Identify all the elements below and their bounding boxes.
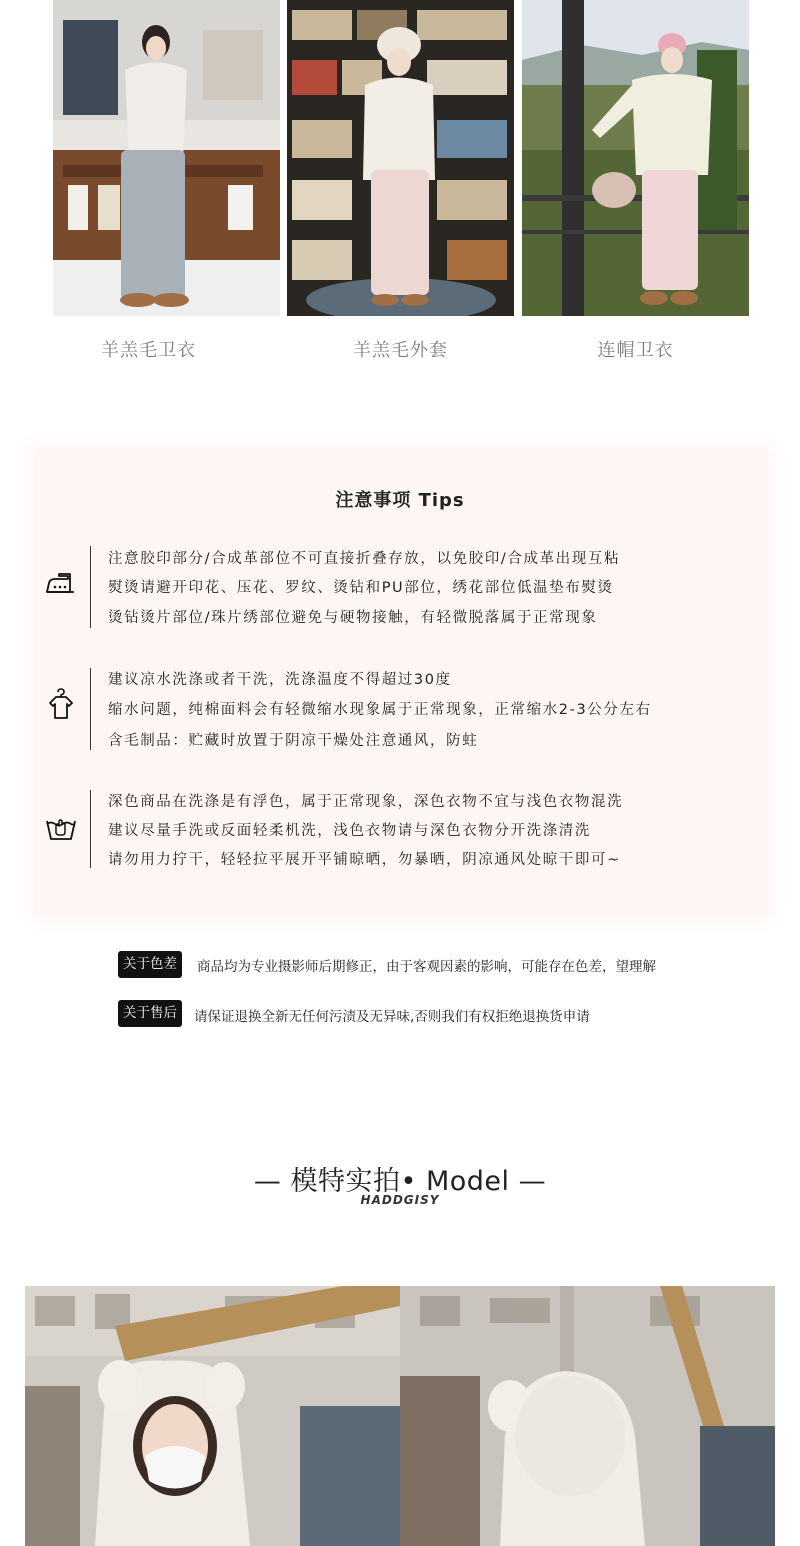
product-photo-2 (287, 0, 514, 316)
product-caption-2: 羊羔毛外套 (353, 340, 448, 361)
product-photo-3 (522, 0, 749, 316)
tip-1-line-1: 注意胶印部分/合成革部位不可直接折叠存放，以免胶印/合成革出现互粘 (108, 551, 621, 567)
iron-icon (44, 566, 78, 600)
tip-3-line-1: 深色商品在洗涤是有浮色，属于正常现象，深色衣物不宜与浅色衣物混洗 (108, 794, 624, 810)
product-caption-3: 连帽卫衣 (597, 340, 674, 361)
tip-1-line-2: 熨烫请避开印花、压花、罗纹、烫钻和PU部位，绣花部位低温垫布熨烫 (108, 580, 614, 596)
tip-3-line-3: 请勿用力拧干，轻轻拉平展开平铺晾晒，勿暴晒，阴凉通风处晾干即可~ (108, 852, 621, 868)
hanging-shirt-icon (44, 687, 78, 721)
model-section-subtitle: HADDGISY (360, 1193, 440, 1207)
tip-2-line-3: 含毛制品：贮藏时放置于阴凉干燥处注意通风，防蛀 (108, 733, 479, 749)
color-difference-badge: 关于色差 (118, 951, 182, 978)
tip-1-line-3: 烫钻烫片部位/珠片绣部位避免与硬物接触，有轻微脱落属于正常现象 (108, 610, 598, 626)
tip-2-line-1: 建议凉水洗涤或者干洗，洗涤温度不得超过30度 (108, 672, 452, 688)
model-photo-front (25, 1286, 400, 1546)
tip-3-line-2: 建议尽量手洗或反面轻柔机洗，浅色衣物请与深色衣物分开洗涤清洗 (108, 823, 591, 839)
tips-group-3-divider (90, 790, 91, 868)
after-sales-text: 请保证退换全新无任何污渍及无异味,否则我们有权拒绝退换货申请 (194, 1009, 590, 1025)
product-photo-1 (53, 0, 280, 316)
hand-wash-icon (44, 809, 78, 843)
product-caption-1: 羊羔毛卫衣 (101, 340, 196, 361)
tips-title: 注意事项 Tips (335, 490, 465, 511)
model-photo-back (400, 1286, 775, 1546)
tips-group-2-divider (90, 668, 91, 750)
color-difference-text: 商品均为专业摄影师后期修正，由于客观因素的影响，可能存在色差，望理解 (197, 959, 656, 975)
after-sales-badge: 关于售后 (118, 1000, 182, 1027)
tips-group-1-divider (90, 546, 91, 628)
tip-2-line-2: 缩水问题，纯棉面料会有轻微缩水现象属于正常现象，正常缩水2-3公分左右 (108, 702, 652, 718)
model-section-title: — 模特实拍• Model — (253, 1166, 547, 1197)
